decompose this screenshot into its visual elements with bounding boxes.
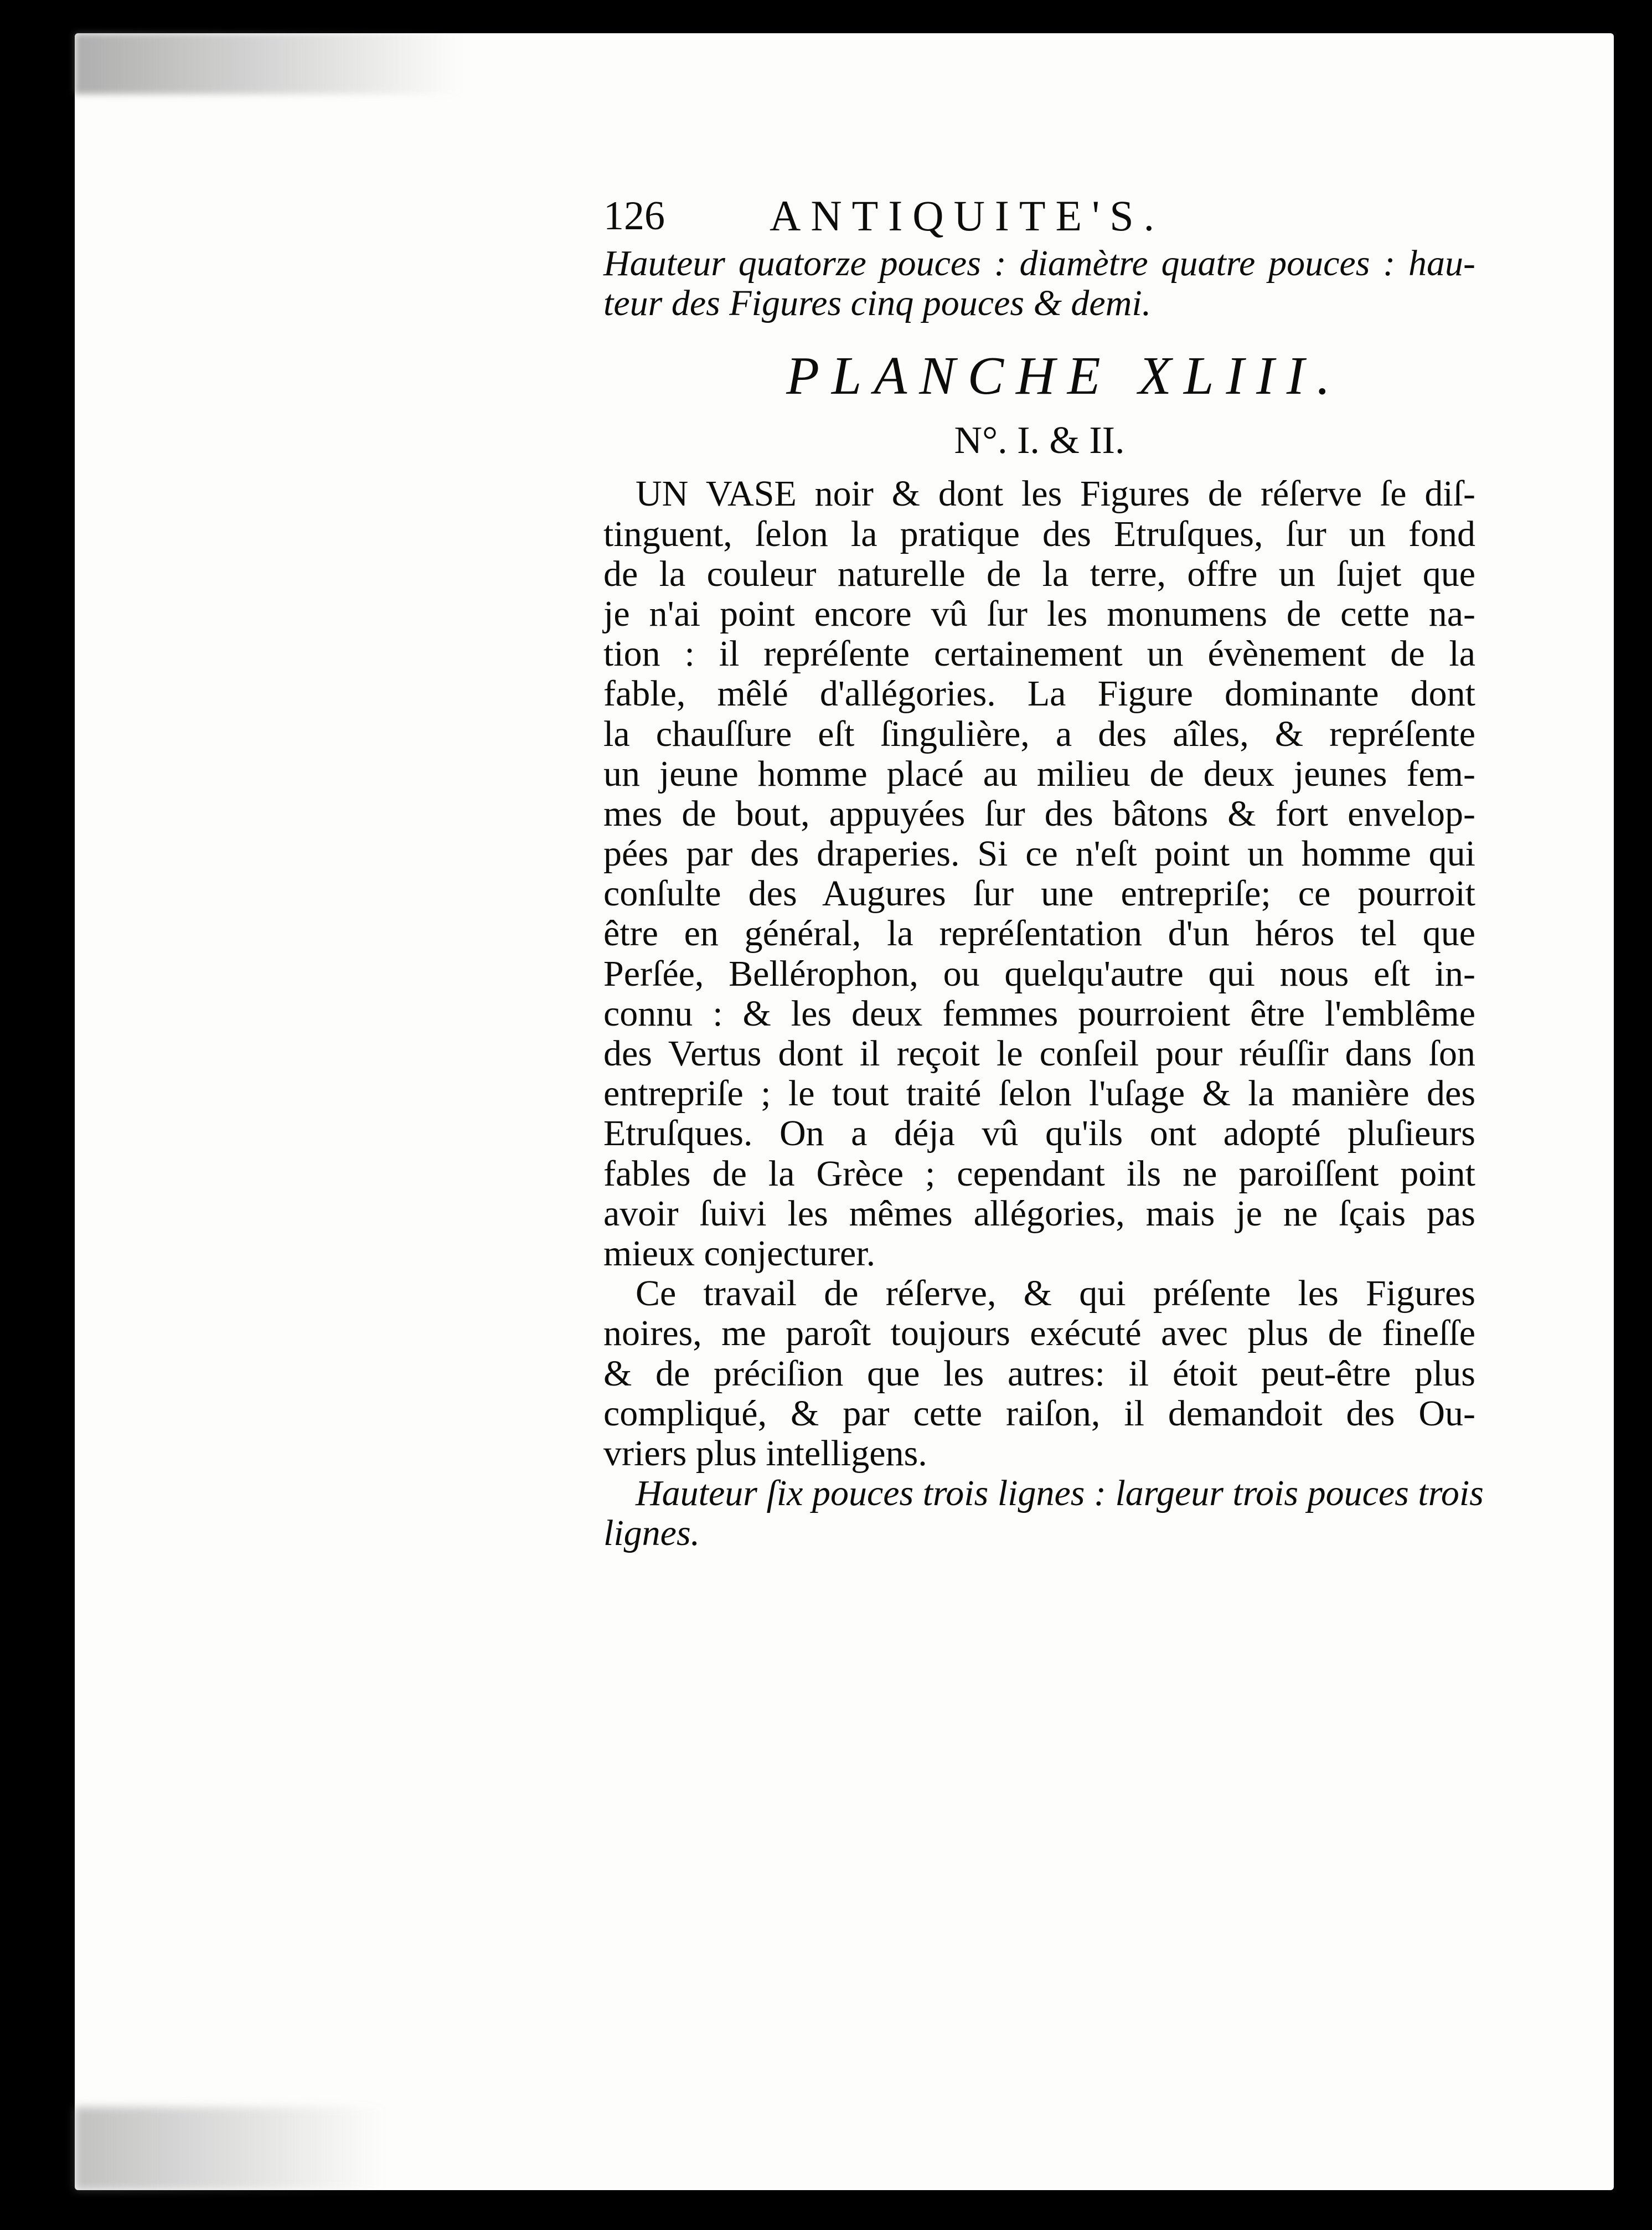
paragraph-line: un jeune homme placé au milieu de deux jeunes fem- [603,753,1475,794]
paragraph-line: compliqué, & par cette raiſon, il demandoit des Ou- [603,1393,1475,1434]
text-column [603,188,1484,1554]
paragraph-line: UN VASE noir & dont les Figures de réſerve ſe diſ- [636,473,1475,514]
paragraph-line: des Vertus dont il reçoit le conſeil pour réuſſir dans ſon [603,1033,1475,1074]
dimensions-top [603,244,1475,323]
scan-edge-noise-bottom [75,2107,385,2190]
paragraph-line: conſulte des Augures ſur une entrepriſe; ce pourroit [603,873,1475,914]
running-title: ANTIQUITE'S. [770,192,1165,240]
paragraph-line: de la couleur naturelle de la terre, offre un ſujet que [603,553,1475,594]
scan-edge-noise-top [75,33,462,94]
dimensions-top-line: teur des Figures cinq pouces & demi. [603,283,1152,324]
paragraph-line: avoir ſuivi les mêmes allégories, mais je ne ſçais pas [603,1193,1475,1234]
paragraph-line: & de préciſion que les autres: il étoit peut-être plus [603,1353,1475,1394]
paragraph-line: Ce travail de réſerve, & qui préſente les Figures [636,1273,1475,1314]
paragraph-line: connu : & les deux femmes pourroient être l'emblême [603,993,1475,1034]
dimensions-bottom [603,1473,1484,1554]
dimensions-bottom-line: lignes. [603,1513,700,1554]
paragraph-line: Perſée, Bellérophon, ou quelqu'autre qui nous eſt in- [603,953,1475,994]
paragraph-line: la chauſſure eſt ſingulière, a des aîles, & repréſente [603,713,1475,754]
paragraph-1 [603,474,1475,1274]
page-header [603,188,1475,244]
plate-title: PLANCHE XLIII. [786,346,1343,406]
paragraph-line: mieux conjecturer. [603,1233,876,1274]
paragraph-line: pées par des draperies. Si ce n'eſt point un homme qui [603,833,1475,874]
paragraph-line: vriers plus intelligens. [603,1433,927,1474]
paragraph-line: je n'ai point encore vû ſur les monumens de cette na- [603,593,1475,634]
dimensions-bottom-line: Hauteur ſix pouces trois lignes : largeur trois pouces trois [636,1473,1484,1514]
page-number: 126 [603,193,665,239]
paragraph-line: tion : il repréſente certainement un évènement de la [603,634,1475,674]
paragraph-line: fable, mêlé d'allégories. La Figure dominante dont [603,673,1475,714]
paragraph-line: être en général, la repréſentation d'un héros tel que [603,913,1475,954]
paragraph-2 [603,1274,1475,1474]
plate-subtitle: N°. I. & II. [954,419,1125,462]
paragraph-line: noires, me paroît toujours exécuté avec plus de fineſſe [603,1313,1475,1354]
dimensions-top-line: Hauteur quatorze pouces : diamètre quatre pouces : hau- [603,243,1475,284]
paragraph-line: mes de bout, appuyées ſur des bâtons & fort envelop- [603,793,1475,834]
paragraph-line: fables de la Grèce ; cependant ils ne paroiſſent point [603,1153,1475,1194]
paragraph-line: Etruſques. On a déja vû qu'ils ont adopté pluſieurs [603,1113,1475,1154]
paragraph-line: entrepriſe ; le tout traité ſelon l'uſage & la manière des [603,1073,1475,1114]
paragraph-line: tinguent, ſelon la pratique des Etruſques, ſur un fond [603,513,1475,554]
